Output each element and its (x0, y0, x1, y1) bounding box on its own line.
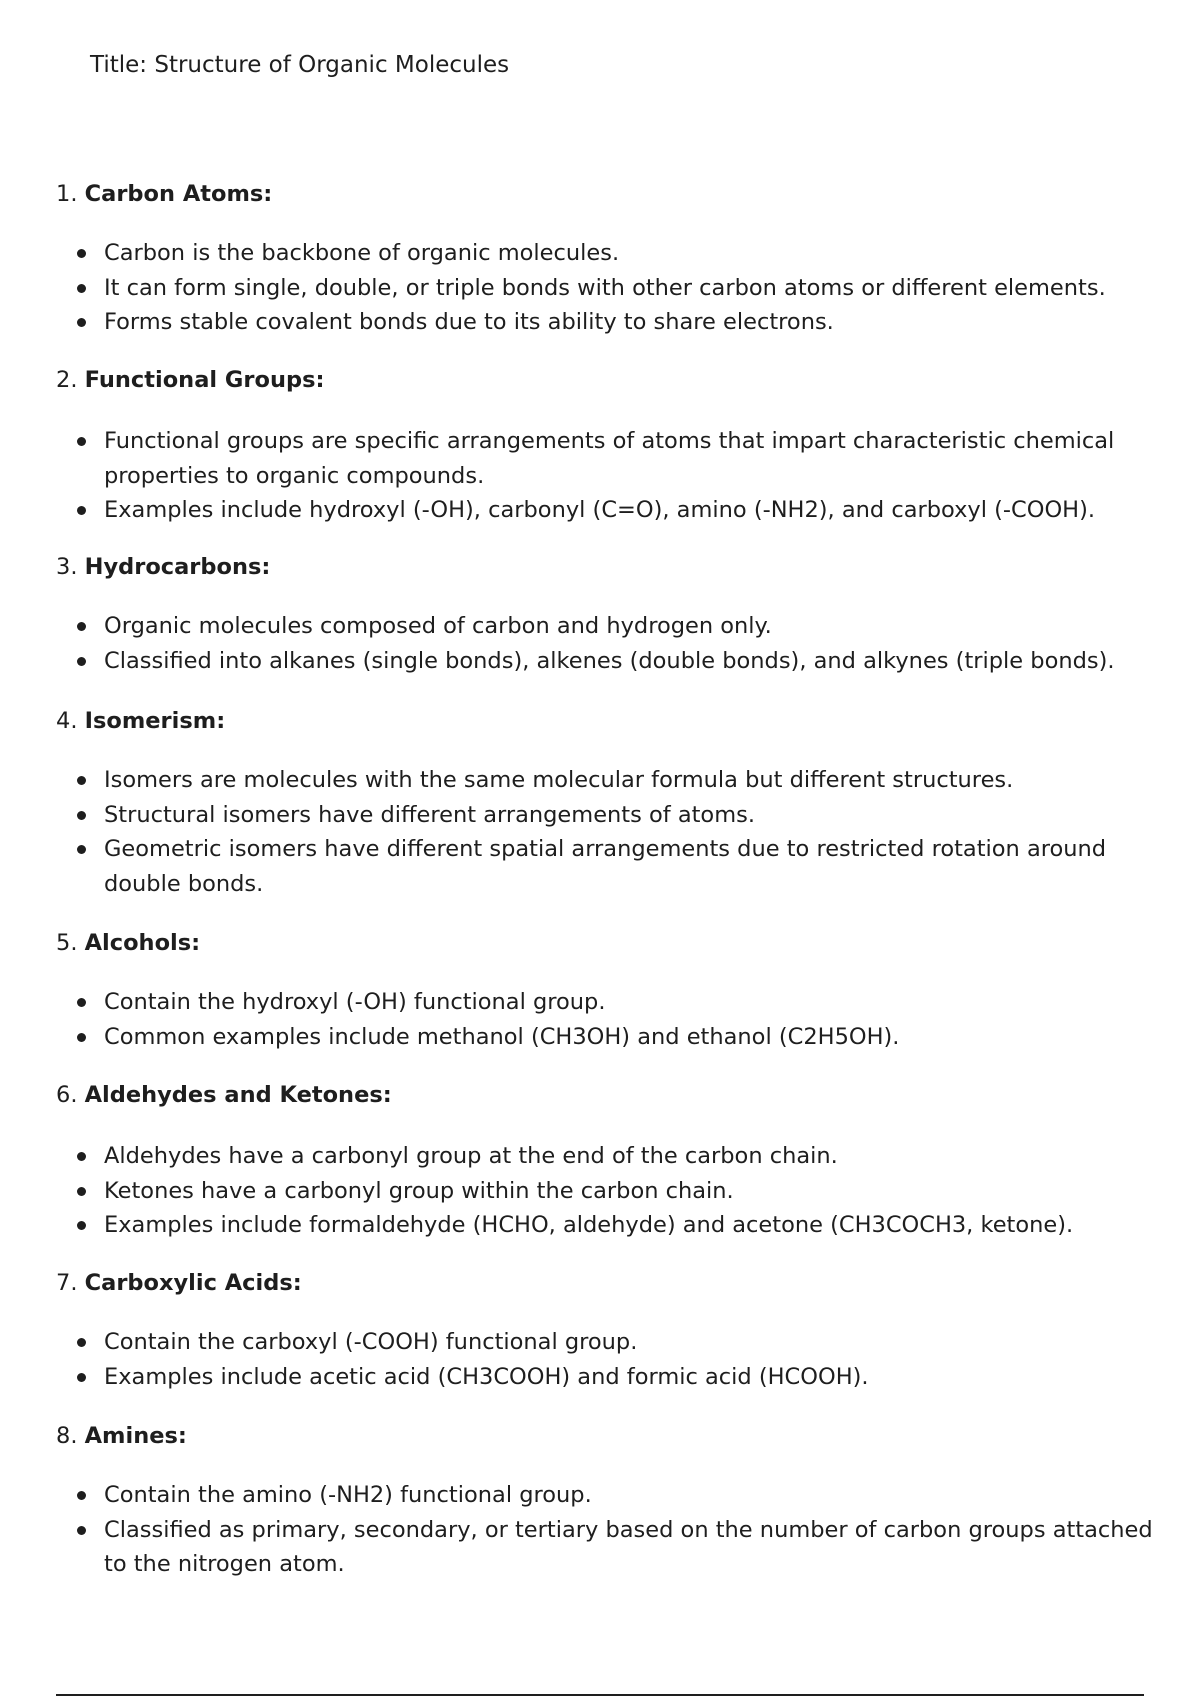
bullet-list (56, 609, 1156, 678)
bullet-icon (77, 506, 86, 515)
list-item (56, 1020, 1156, 1055)
bullet-text: Ketones have a carbonyl group within the carbon chain. (104, 1177, 734, 1204)
list-item (56, 305, 1156, 340)
bullet-text: Organic molecules composed of carbon and hydrogen only. (104, 613, 772, 639)
section-heading (56, 552, 1156, 582)
bullet-text: Examples include formaldehyde (HCHO, aldehyde) and acetone (CH3COCH3, ketone). (104, 1212, 1074, 1238)
list-item (56, 985, 1156, 1020)
section-functional-groups (56, 365, 1156, 528)
bullet-list (56, 763, 1156, 901)
bullet-icon (77, 1526, 86, 1535)
bullet-text: Classified as primary, secondary, or tertiary based on the number of carbon groups attached to the nitrogen atom. (104, 1516, 1153, 1577)
bullet-icon (77, 622, 86, 631)
bullet-list (56, 1139, 1156, 1243)
section-heading-label: Carboxylic Acids: (84, 1270, 302, 1296)
list-item (56, 424, 1156, 493)
list-item (56, 644, 1156, 679)
bullet-text: Aldehydes have a carbonyl group at the end of the carbon chain. (104, 1143, 838, 1169)
list-item (56, 798, 1156, 833)
section-heading (56, 706, 1156, 736)
section-hydrocarbons (56, 552, 1156, 678)
bullet-icon (77, 776, 86, 785)
bullet-text: Examples include acetic acid (CH3COOH) and formic acid (HCOOH). (104, 1363, 869, 1390)
list-item (56, 763, 1156, 798)
bullet-icon (77, 284, 86, 293)
document-title: Title: Structure of Organic Molecules (90, 52, 510, 78)
bullet-text: Isomers are molecules with the same molecular formula but different structures. (104, 767, 1014, 793)
bullet-icon (77, 437, 86, 446)
bullet-icon (77, 249, 86, 258)
section-heading (56, 365, 1156, 395)
bullet-icon (77, 1338, 86, 1347)
list-item (56, 1478, 1156, 1513)
section-heading-label: Amines: (84, 1423, 187, 1449)
bullet-icon (77, 1221, 86, 1230)
bullet-text: Functional groups are specific arrangements of atoms that impart characteristic chemical properties to organic compounds. (104, 428, 1115, 489)
section-number: 3. (56, 554, 78, 580)
section-heading (56, 1421, 1156, 1451)
bullet-list (56, 424, 1156, 528)
list-item (56, 1325, 1156, 1360)
bullet-icon (77, 657, 86, 666)
section-carboxylic-acids (56, 1268, 1156, 1394)
bullet-text: Contain the hydroxyl (-OH) functional group. (104, 989, 606, 1015)
bullet-text: Forms stable covalent bonds due to its ability to share electrons. (104, 309, 834, 335)
bullet-text: Common examples include methanol (CH3OH) and ethanol (C2H5OH). (104, 1023, 900, 1050)
section-heading-label: Isomerism: (84, 708, 226, 734)
bullet-icon (77, 1033, 86, 1042)
section-heading-label: Hydrocarbons: (84, 554, 271, 580)
section-heading (56, 928, 1156, 958)
section-number: 2. (56, 367, 78, 393)
section-carbon-atoms (56, 179, 1156, 340)
bullet-icon (77, 998, 86, 1007)
section-number: 5. (56, 930, 78, 956)
section-number: 7. (56, 1270, 78, 1296)
section-number: 6. (56, 1082, 78, 1108)
bullet-icon (77, 1491, 86, 1500)
list-item (56, 236, 1156, 271)
bullet-text: Classified into alkanes (single bonds), alkenes (double bonds), and alkynes (triple bonds). (104, 647, 1115, 674)
bullet-icon (77, 1152, 86, 1161)
section-aldehydes-ketones (56, 1080, 1156, 1243)
bullet-text: Contain the carboxyl (-COOH) functional group. (104, 1329, 638, 1355)
bullet-text: It can form single, double, or triple bonds with other carbon atoms or different elements. (104, 274, 1106, 301)
bullet-icon (77, 1373, 86, 1382)
bullet-list (56, 236, 1156, 340)
section-number: 8. (56, 1423, 78, 1449)
section-isomerism (56, 706, 1156, 901)
section-heading-label: Functional Groups: (84, 367, 325, 393)
section-alcohols (56, 928, 1156, 1054)
page-divider (56, 1694, 1144, 1696)
bullet-text: Contain the amino (-NH2) functional group. (104, 1482, 592, 1508)
bullet-text: Geometric isomers have different spatial arrangements due to restricted rotation around double bonds. (104, 836, 1107, 897)
bullet-list (56, 1325, 1156, 1394)
bullet-icon (77, 811, 86, 820)
section-number: 4. (56, 708, 78, 734)
bullet-icon (77, 1187, 86, 1196)
section-number: 1. (56, 181, 78, 207)
bullet-list (56, 1478, 1156, 1582)
list-item (56, 1139, 1156, 1174)
section-heading-label: Carbon Atoms: (84, 181, 273, 207)
bullet-icon (77, 318, 86, 327)
bullet-list (56, 985, 1156, 1054)
list-item (56, 1208, 1156, 1243)
section-heading (56, 1268, 1156, 1298)
list-item (56, 271, 1156, 306)
bullet-text: Carbon is the backbone of organic molecules. (104, 240, 620, 266)
list-item (56, 832, 1156, 901)
list-item (56, 493, 1156, 528)
bullet-icon (77, 845, 86, 854)
section-heading-label: Aldehydes and Ketones: (84, 1082, 392, 1108)
section-amines (56, 1421, 1156, 1582)
section-heading (56, 179, 1156, 209)
section-heading-label: Alcohols: (84, 930, 201, 956)
list-item (56, 1513, 1156, 1582)
list-item (56, 1174, 1156, 1209)
list-item (56, 609, 1156, 644)
list-item (56, 1360, 1156, 1395)
section-heading (56, 1080, 1156, 1110)
bullet-text: Examples include hydroxyl (-OH), carbonyl (C=O), amino (-NH2), and carboxyl (-COOH). (104, 497, 1096, 523)
bullet-text: Structural isomers have different arrangements of atoms. (104, 801, 755, 828)
